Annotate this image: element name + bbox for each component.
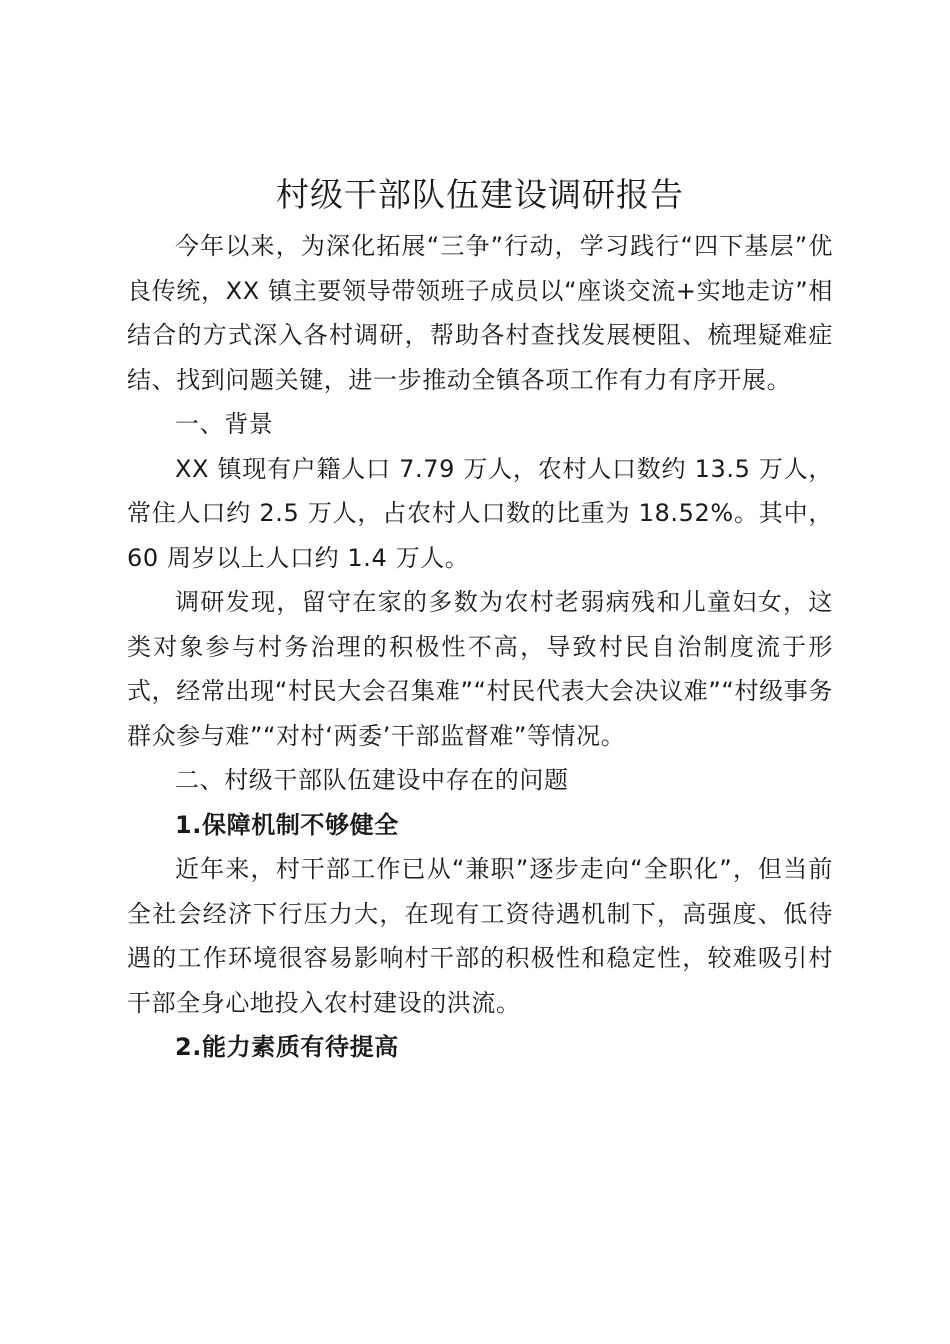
section-heading-problems: 二、村级干部队伍建设中存在的问题 <box>175 766 569 794</box>
section-heading-background: 一、背景 <box>175 410 274 438</box>
guarantee-mechanism-paragraph: 近年来，村干部工作已从“兼职”逐步走向“全职化”，但当前全社会经济下行压力大，在现有工资待遇机制下，高强度、低待遇的工作环境很容易影响村干部的积极性和稳定性，较难吸引村干部全身心地投入农村建设的洪流。 <box>127 855 833 1017</box>
document-title: 村级干部队伍建设调研报告 <box>276 175 684 214</box>
population-paragraph: XX 镇现有户籍人口 7.79 万人，农村人口数约 13.5 万人，常住人口约 2.5 万人，占农村人口数的比重为 18.52%。其中，60 周岁以上人口约 1.4 万人。 <box>127 454 833 572</box>
intro-paragraph: 今年以来，为深化拓展“三争”行动，学习践行“四下基层”优良传统，XX 镇主要领导带领班子成员以“座谈交流+实地走访”相结合的方式深入各村调研，帮助各村查找发展梗阻、梳理疑难症结、找到问题关键，进一步推动全镇各项工作有力有序开展。 <box>127 232 833 394</box>
subheading-ability-quality: 2.能力素质有待提高 <box>175 1033 399 1061</box>
document-page <box>127 168 833 1070</box>
subheading-guarantee-mechanism: 1.保障机制不够健全 <box>175 810 399 839</box>
survey-findings-paragraph: 调研发现，留守在家的多数为农村老弱病残和儿童妇女，这类对象参与村务治理的积极性不高，导致村民自治制度流于形式，经常出现“村民大会召集难”“村民代表大会决议难”“村级事务群众参与难”“对村‘两委’干部监督难”等情况。 <box>127 588 834 750</box>
